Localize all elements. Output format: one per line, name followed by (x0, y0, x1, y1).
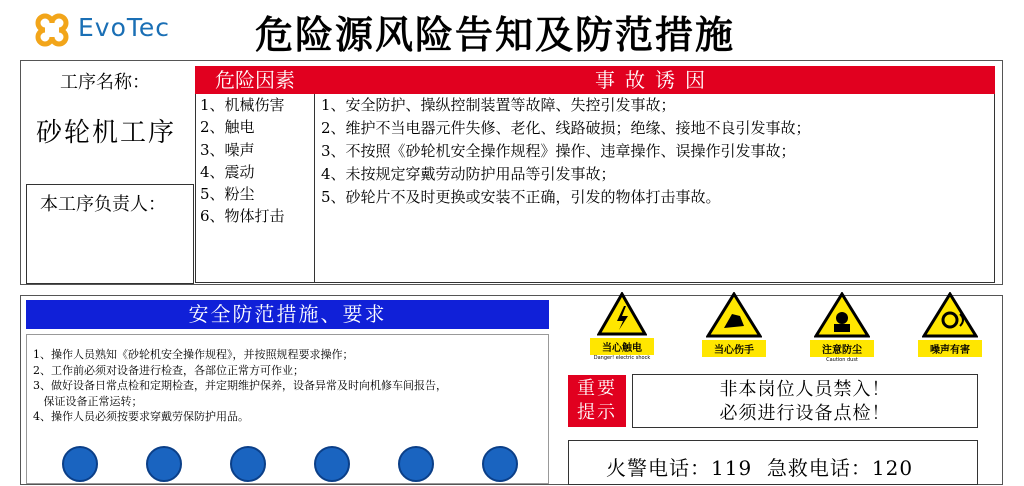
warning-sign (590, 292, 654, 361)
important-notice (632, 374, 978, 428)
important-badge (568, 375, 626, 427)
evotec-logo-icon (34, 12, 70, 48)
process-name: 砂轮机工序 (36, 118, 177, 148)
cause-item: 4、未按规定穿戴劳动防护用品等引发事故； (321, 165, 616, 183)
hazard-item: 5、粉尘 (200, 185, 255, 204)
warning-sign (702, 292, 766, 357)
safety-item: 1、操作人员熟知《砂轮机安全操作规程》，并按照规程要求操作； (33, 348, 354, 361)
dust-icon (814, 292, 870, 338)
hazard-header: 危险因素 (195, 66, 315, 94)
safety-item: 保证设备正常运转； (33, 394, 143, 408)
warning-sign (918, 292, 982, 357)
cause-header: 事故诱因 (315, 66, 995, 94)
warning-sub: Caution dust (826, 357, 858, 363)
safety-header: 安全防范措施、要求 (26, 300, 549, 329)
brand-name: EvoTec (78, 13, 171, 42)
hand-injury-icon (706, 292, 762, 338)
cause-item: 2、维护不当电器元件失修、老化、线路破损；绝缘、接地不良引发事故； (321, 119, 811, 137)
hazard-item: 4、震动 (200, 162, 255, 181)
safety-item: 4、操作人员必须按要求穿戴劳保防护用品。 (33, 410, 249, 423)
hazard-item: 6、物体打击 (200, 207, 285, 226)
process-label: 工序名称： (60, 72, 150, 93)
important-badge-line: 重要 (577, 378, 617, 399)
ppe-icon-row (62, 446, 522, 486)
cause-item: 1、安全防护、操纵控制装置等故障、失控引发事故； (321, 96, 676, 114)
hazard-item: 3、噪声 (200, 140, 255, 159)
cause-item: 3、不按照《砂轮机安全操作规程》操作、违章操作、误操作引发事故； (321, 142, 796, 160)
warning-sign (810, 292, 874, 363)
noise-icon (922, 292, 978, 338)
emergency-phones: 火警电话：119 急救电话：120 (606, 456, 914, 480)
important-line: 非本岗位人员禁入！ (719, 379, 891, 400)
electric-shock-icon (597, 292, 647, 336)
important-line: 必须进行设备点检！ (719, 403, 891, 424)
warning-sub: Danger! electric shock (593, 355, 651, 361)
important-badge-line: 提示 (577, 402, 617, 423)
safety-item: 2、工作前必须对设备进行检查，各部位正常方可作业； (33, 363, 304, 377)
warning-label: 噪声有害 (918, 340, 982, 357)
hazard-item: 1、机械伤害 (200, 96, 285, 114)
cause-list (315, 94, 995, 283)
warning-label: 当心伤手 (702, 340, 766, 357)
page-title: 危险源风险告知及防范措施 (255, 12, 736, 57)
hazard-list (195, 94, 315, 283)
hazard-item: 2、触电 (200, 118, 255, 137)
warning-label: 当心触电 (590, 338, 654, 355)
warning-label: 注意防尘 (810, 340, 874, 357)
owner-label: 本工序负责人： (40, 194, 166, 215)
cause-item: 5、砂轮片不及时更换或安装不正确，引发的物体打击事故。 (321, 188, 721, 206)
safety-item: 3、做好设备日常点检和定期检查，并定期维护保养，设备异常及时向机修车间报告， (33, 379, 447, 392)
